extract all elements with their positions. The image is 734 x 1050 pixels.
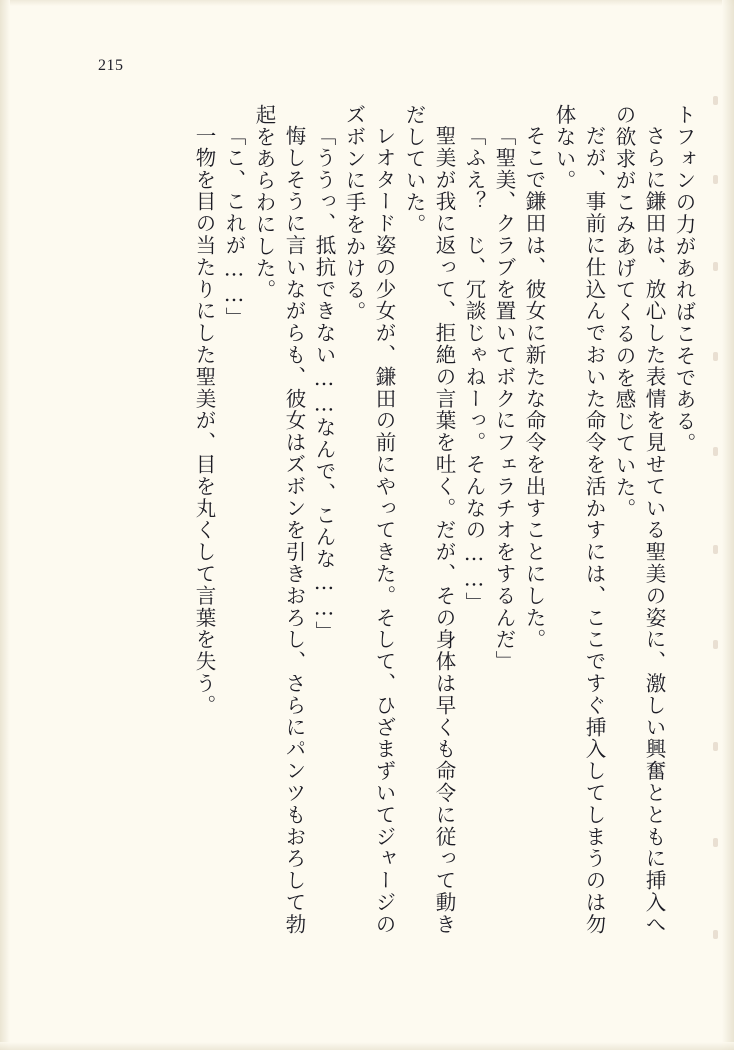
- text-column: 「こ、これが……」: [222, 125, 246, 330]
- text-column: そこで鎌田は、彼女に新たな命令を出すことにした。: [522, 125, 546, 651]
- bleed-mark: [713, 96, 718, 105]
- text-column: トフォンの力があればこそである。: [672, 104, 696, 455]
- text-column: 一物を目の当たりにした聖美が、目を丸くして言葉を失う。: [192, 125, 216, 717]
- text-column: だしていた。: [402, 104, 426, 236]
- text-column: の欲求がこみあげてくるのを感じていた。: [612, 104, 636, 521]
- text-column: 「聖美、クラブを置いてボクにフェラチオをするんだ」: [492, 125, 516, 673]
- text-column: 体ない。: [552, 104, 576, 192]
- bleed-mark: [713, 545, 718, 554]
- bleed-mark: [713, 262, 718, 271]
- page-edge-left: [0, 0, 10, 1050]
- bleed-mark: [713, 447, 718, 456]
- text-column: 「ふえ？ じ、冗談じゃねーっ。そんなの……」: [462, 125, 486, 614]
- text-column: 悔しそうに言いながらも、彼女はズボンを引きおろし、さらにパンツもおろして勃: [282, 125, 306, 936]
- bleed-mark: [713, 742, 718, 751]
- page-edge-bottom: [0, 1042, 734, 1050]
- text-column: だが、事前に仕込んでおいた命令を活かすには、ここですぐ挿入してしまうのは勿: [582, 125, 606, 936]
- vertical-text-body: [184, 104, 694, 944]
- bleed-mark: [713, 175, 718, 184]
- bleed-mark: [713, 352, 718, 361]
- bleed-mark: [713, 838, 718, 847]
- text-column: 「ううっ、抵抗できない……なんで、こんな……」: [312, 125, 336, 643]
- page-number: 215: [98, 57, 124, 74]
- text-column: レオタード姿の少女が、鎌田の前にやってきた。そして、ひざまずいてジャージの: [372, 125, 396, 936]
- page-edge-top: [0, 0, 734, 6]
- text-column: さらに鎌田は、放心した表情を見せている聖美の姿に、激しい興奮とともに挿入へ: [642, 125, 666, 936]
- bleed-mark: [713, 930, 718, 939]
- text-column: 起をあらわにした。: [252, 104, 276, 302]
- bleed-mark: [713, 640, 718, 649]
- text-column: ズボンに手をかける。: [342, 104, 366, 323]
- text-column: 聖美が我に返って、拒絶の言葉を吐く。だが、その身体は早くも命令に従って動き: [432, 125, 456, 936]
- page-edge-right: [722, 0, 734, 1050]
